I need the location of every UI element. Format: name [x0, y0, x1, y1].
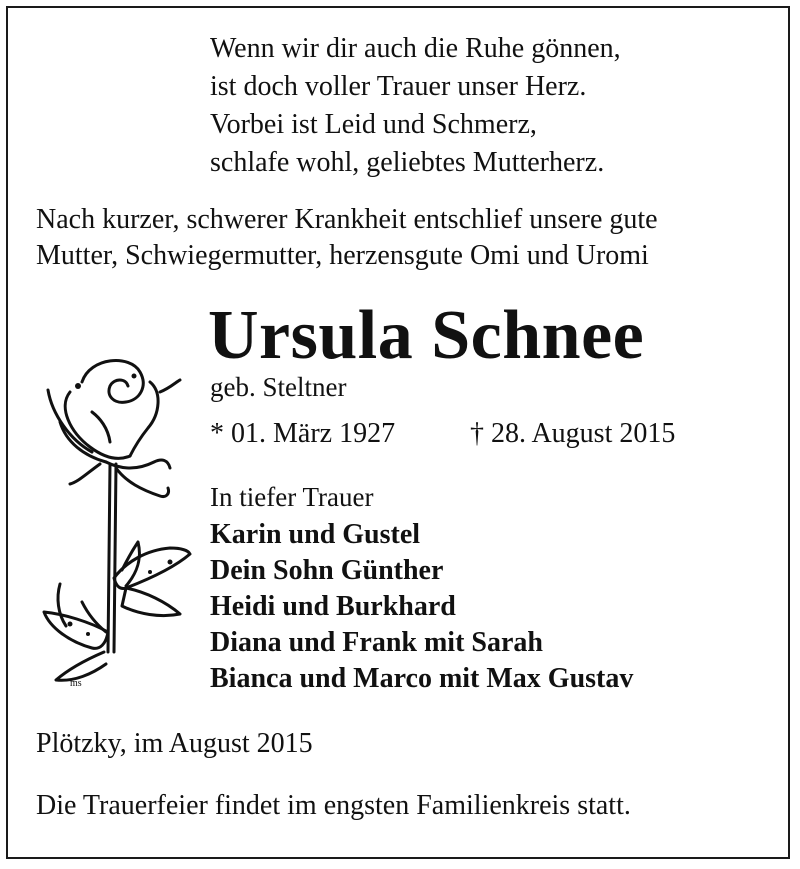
funeral-note: Die Trauerfeier findet im engsten Familienkreis statt. — [36, 790, 631, 821]
mourner-name: Heidi und Burkhard — [210, 591, 456, 622]
mourner-name: Karin und Gustel — [210, 519, 421, 550]
mourner-name: Bianca und Marco mit Max Gustav — [210, 663, 634, 694]
intro-line-1: Nach kurzer, schwerer Krankheit entschlief unsere gute — [36, 204, 658, 235]
rose-icon — [30, 352, 195, 697]
poem-line-4: schlafe wohl, geliebtes Mutterherz. — [210, 147, 605, 178]
deceased-name: Ursula Schnee — [208, 297, 645, 374]
poem-line-3: Vorbei ist Leid und Schmerz, — [210, 109, 537, 140]
poem-line-1: Wenn wir dir auch die Ruhe gönnen, — [210, 33, 621, 64]
mourner-name: Diana und Frank mit Sarah — [210, 627, 543, 658]
mourning-heading: In tiefer Trauer — [210, 482, 374, 512]
birth-date: * 01. März 1927 — [210, 418, 396, 449]
death-date: † 28. August 2015 — [470, 418, 676, 449]
mourner-name: Dein Sohn Günther — [210, 555, 444, 586]
svg-text:ms: ms — [70, 678, 82, 689]
poem-line-2: ist doch voller Trauer unser Herz. — [210, 71, 587, 102]
intro-line-2: Mutter, Schwiegermutter, herzensgute Omi und Uromi — [36, 240, 649, 271]
maiden-name: geb. Steltner — [210, 372, 347, 402]
place-date: Plötzky, im August 2015 — [36, 728, 313, 759]
